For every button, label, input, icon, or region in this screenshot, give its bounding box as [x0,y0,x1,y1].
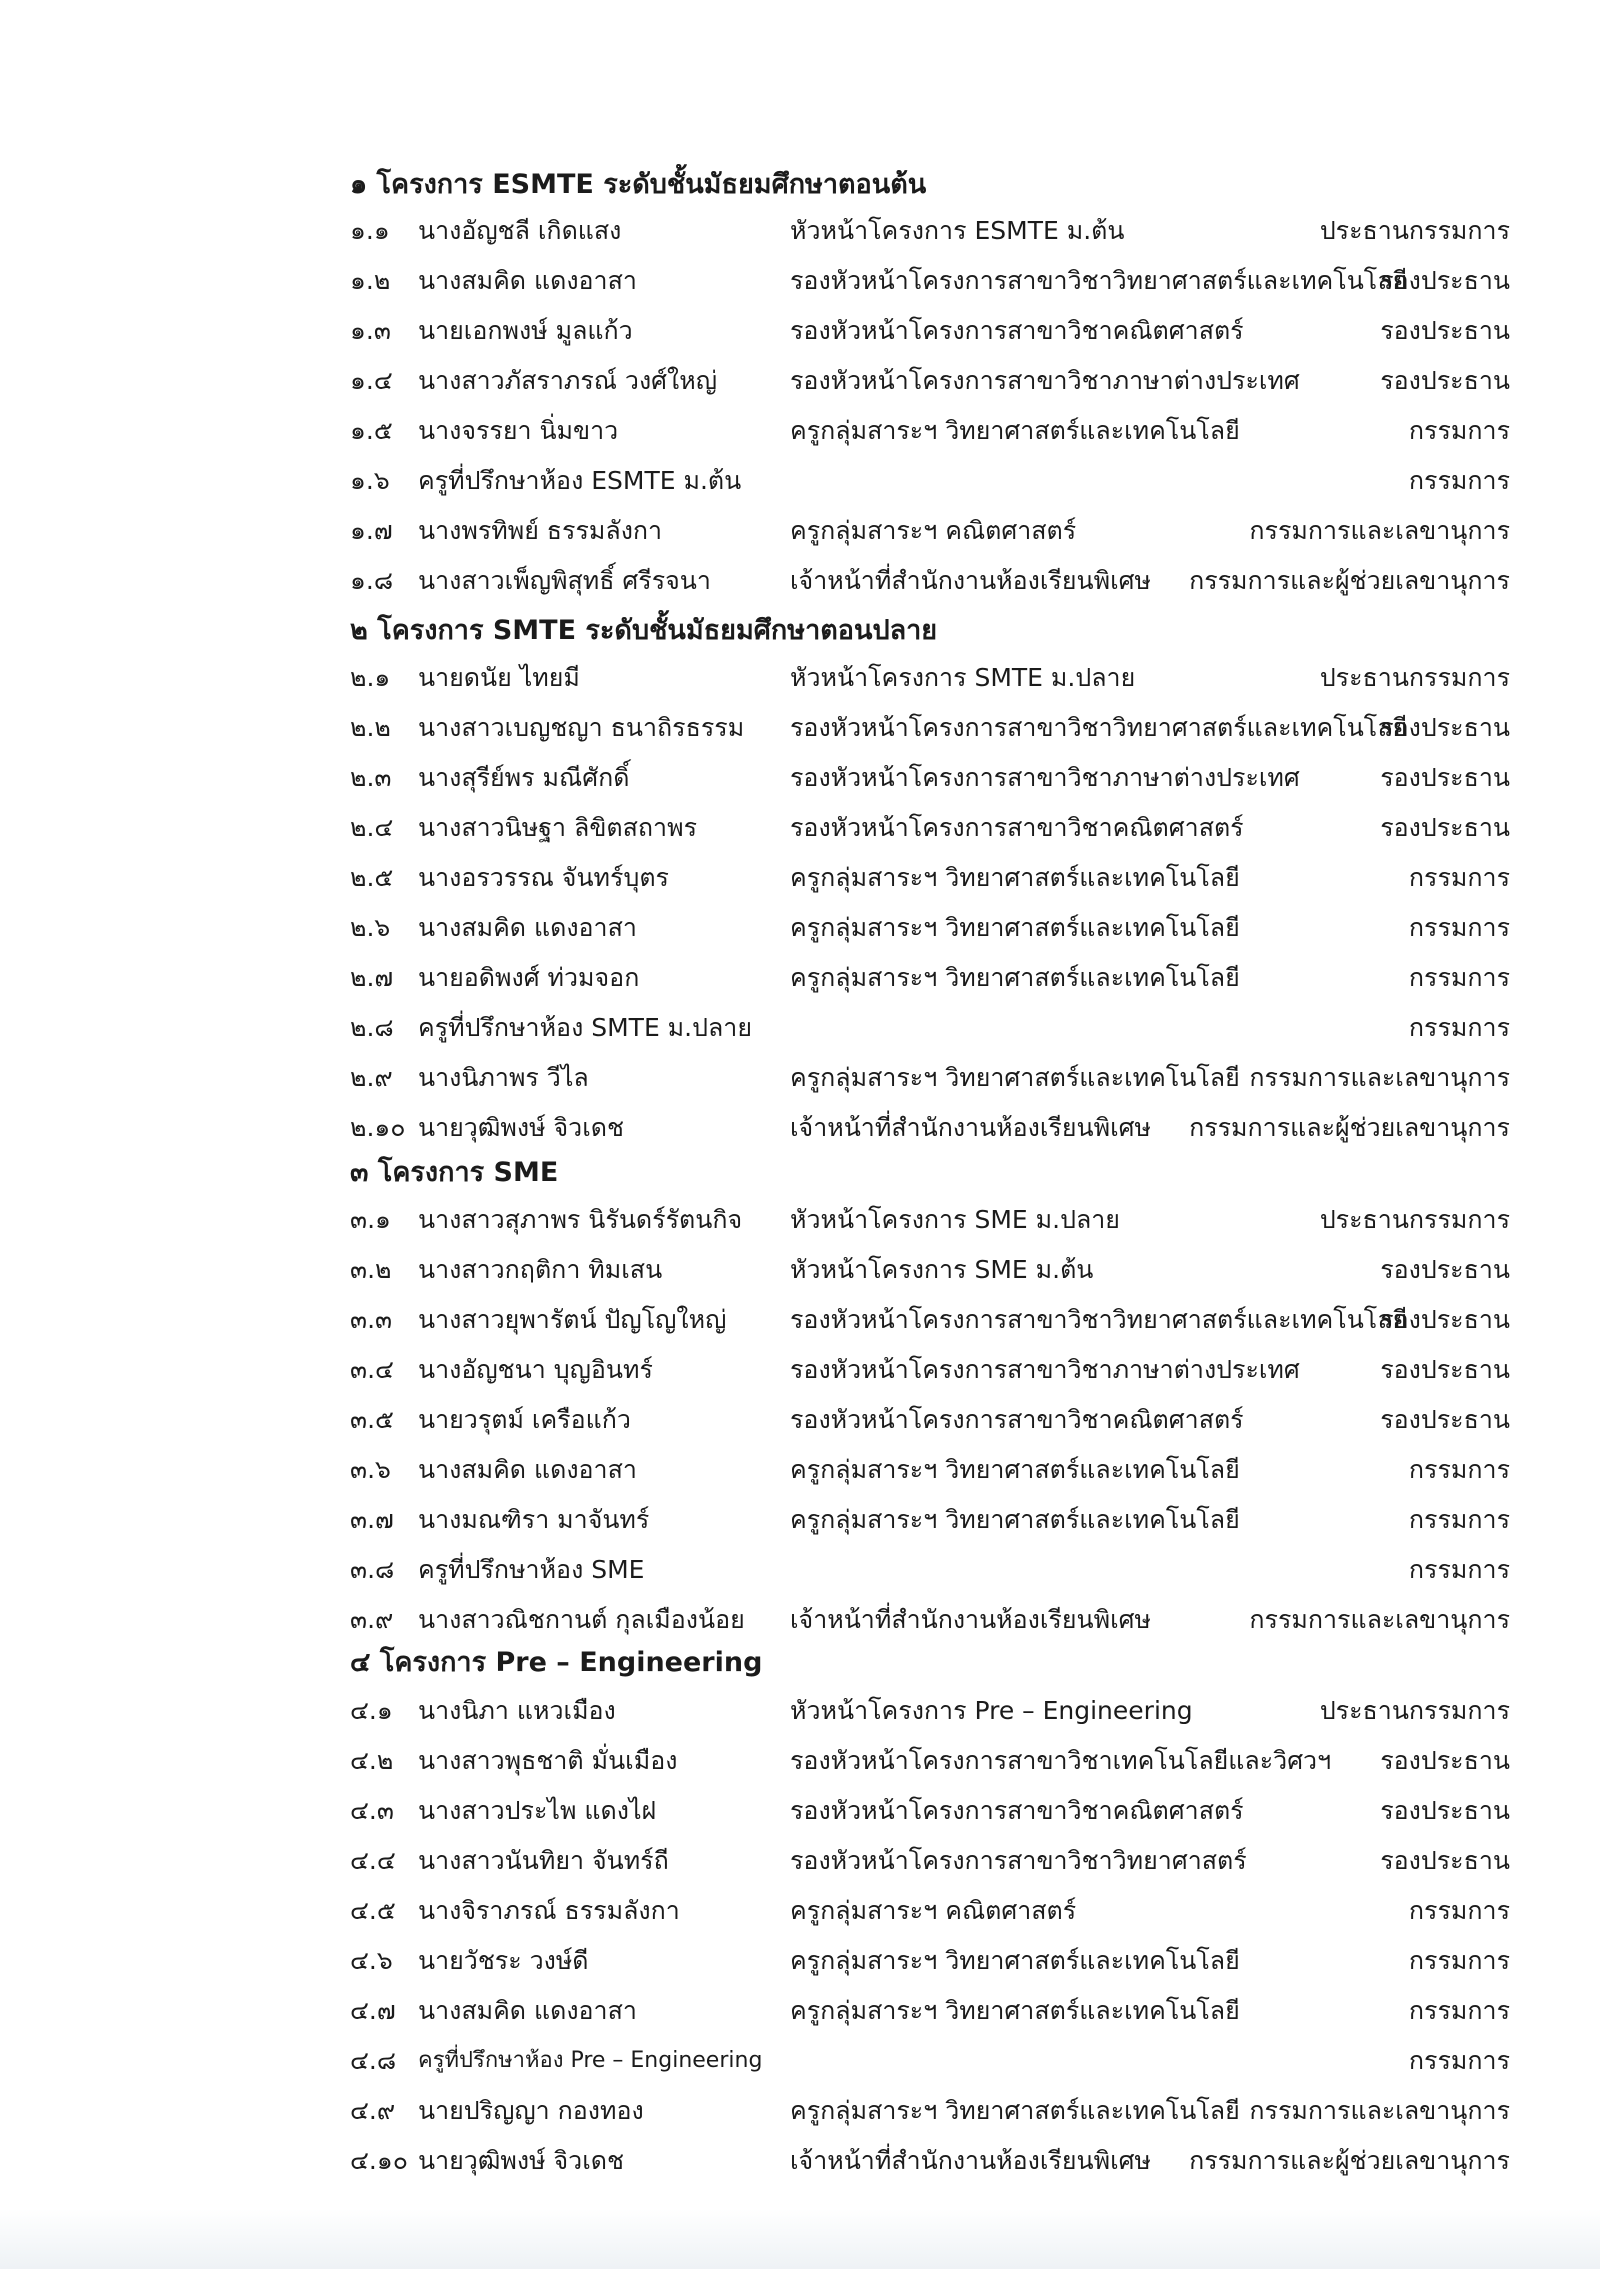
member-name: นางพรทิพย์ ธรรมลังกา [418,516,663,545]
committee-row [350,1005,1510,1051]
committee-row [350,1247,1510,1293]
committee-role: กรรมการ [1408,1996,1510,2025]
member-position: รองหัวหน้าโครงการสาขาวิชาภาษาต่างประเทศ [790,1355,1300,1384]
committee-row [350,2138,1510,2184]
member-name: นางมณฑิรา มาจันทร์ [418,1505,650,1534]
item-number: ๒.๑๐ [350,1113,406,1142]
item-number: ๑.๔ [350,366,393,395]
committee-role: กรรมการและเลขานุการ [1249,1063,1510,1092]
member-name: นางจรรยา นิ่มขาว [418,416,619,445]
committee-row [350,1497,1510,1543]
item-number: ๔.๑ [350,1696,393,1725]
member-position: ครูกลุ่มสาระฯ วิทยาศาสตร์และเทคโนโลยี [790,1946,1240,1975]
member-name: ครูที่ปรึกษาห้อง Pre – Engineering [418,2048,763,2073]
item-number: ๓.๖ [350,1455,391,1484]
member-name: นางสาวยุพารัตน์ ปัญโญใหญ่ [418,1305,727,1334]
member-name: ครูที่ปรึกษาห้อง ESMTE ม.ต้น [418,466,742,495]
committee-role: กรรมการ [1408,2046,1510,2075]
committee-row [350,1938,1510,1984]
member-name: นางสาวนันทิยา จันทร์ถี [418,1846,669,1875]
committee-row [350,258,1510,304]
member-position: หัวหน้าโครงการ SME ม.ปลาย [790,1205,1120,1234]
member-position: รองหัวหน้าโครงการสาขาวิชาภาษาต่างประเทศ [790,366,1300,395]
committee-role: กรรมการ [1408,1013,1510,1042]
member-position: เจ้าหน้าที่สำนักงานห้องเรียนพิเศษ [790,566,1151,595]
member-name: นางสมคิด แดงอาสา [418,913,637,942]
member-position: รองหัวหน้าโครงการสาขาวิชาวิทยาศาสตร์และเทคโนโลยี [790,713,1408,742]
item-number: ๓.๕ [350,1405,394,1434]
item-number: ๔.๖ [350,1946,393,1975]
item-number: ๒.๘ [350,1013,394,1042]
committee-role: รองประธาน [1380,1746,1510,1775]
member-name: นางอัญชลี เกิดแสง [418,216,622,245]
committee-row [350,1597,1510,1643]
committee-role: รองประธาน [1380,1846,1510,1875]
section-title: ๔ โครงการ Pre – Engineering [350,1647,763,1678]
committee-row [350,2038,1510,2084]
committee-role: รองประธาน [1380,316,1510,345]
scan-edge [0,2209,1600,2269]
member-position: รองหัวหน้าโครงการสาขาวิชาคณิตศาสตร์ [790,1796,1244,1825]
member-position: รองหัวหน้าโครงการสาขาวิชาคณิตศาสตร์ [790,1405,1244,1434]
section-title: ๑ โครงการ ESMTE ระดับชั้นมัธยมศึกษาตอนต้น [350,169,927,200]
committee-row [350,308,1510,354]
committee-role: ประธานกรรมการ [1319,216,1510,245]
committee-row [350,408,1510,454]
member-name: นายวัชระ วงษ์ดี [418,1946,589,1975]
committee-row [350,358,1510,404]
member-name: ครูที่ปรึกษาห้อง SMTE ม.ปลาย [418,1013,752,1042]
item-number: ๑.๖ [350,466,390,495]
committee-role: รองประธาน [1380,366,1510,395]
member-position: หัวหน้าโครงการ ESMTE ม.ต้น [790,216,1125,245]
member-position: ครูกลุ่มสาระฯ วิทยาศาสตร์และเทคโนโลยี [790,913,1240,942]
committee-role: ประธานกรรมการ [1319,1205,1510,1234]
item-number: ๒.๙ [350,1063,393,1092]
committee-row [350,1888,1510,1934]
item-number: ๑.๕ [350,416,393,445]
item-number: ๑.๒ [350,266,391,295]
member-name: นายเอกพงษ์ มูลแก้ว [418,316,633,345]
committee-row [350,1297,1510,1343]
committee-row [350,805,1510,851]
committee-row [350,1688,1510,1734]
committee-row [350,1788,1510,1834]
item-number: ๓.๒ [350,1255,392,1284]
member-name: นางสาวเบญชญา ธนาถิรธรรม [418,713,745,742]
item-number: ๓.๔ [350,1355,394,1384]
member-position: ครูกลุ่มสาระฯ วิทยาศาสตร์และเทคโนโลยี [790,1996,1240,2025]
committee-role: กรรมการ [1408,1455,1510,1484]
committee-role: กรรมการ [1408,913,1510,942]
item-number: ๔.๔ [350,1846,396,1875]
item-number: ๓.๗ [350,1505,394,1534]
committee-row [350,955,1510,1001]
committee-row [350,458,1510,504]
member-position: รองหัวหน้าโครงการสาขาวิชาภาษาต่างประเทศ [790,763,1300,792]
item-number: ๑.๑ [350,216,390,245]
section-title: ๓ โครงการ SME [350,1157,559,1188]
committee-row [350,2088,1510,2134]
committee-role: รองประธาน [1380,813,1510,842]
committee-row [350,855,1510,901]
committee-role: กรรมการ [1408,466,1510,495]
member-position: รองหัวหน้าโครงการสาขาวิชาวิทยาศาสตร์และเทคโนโลยี [790,1305,1408,1334]
member-name: นางสาวพุธชาติ มั่นเมือง [418,1746,678,1775]
committee-row [350,208,1510,254]
item-number: ๓.๘ [350,1555,395,1584]
item-number: ๒.๑ [350,663,391,692]
member-name: นายวรุตม์ เครือแก้ว [418,1405,631,1434]
member-name: นางสุรีย์พร มณีศักดิ์ [418,763,630,792]
committee-role: กรรมการและผู้ช่วยเลขานุการ [1189,2146,1510,2175]
member-position: เจ้าหน้าที่สำนักงานห้องเรียนพิเศษ [790,1113,1151,1142]
item-number: ๑.๗ [350,516,393,545]
item-number: ๔.๙ [350,2096,396,2125]
committee-role: รองประธาน [1380,266,1510,295]
member-position: รองหัวหน้าโครงการสาขาวิชาคณิตศาสตร์ [790,813,1244,842]
member-position: ครูกลุ่มสาระฯ วิทยาศาสตร์และเทคโนโลยี [790,1455,1240,1484]
committee-role: กรรมการและเลขานุการ [1249,2096,1510,2125]
committee-role: ประธานกรรมการ [1319,663,1510,692]
committee-role: กรรมการและผู้ช่วยเลขานุการ [1189,566,1510,595]
member-position: ครูกลุ่มสาระฯ วิทยาศาสตร์และเทคโนโลยี [790,1505,1240,1534]
committee-row [350,1347,1510,1393]
member-name: นางสาวนิษฐา ลิขิตสถาพร [418,813,698,842]
committee-role: กรรมการและเลขานุการ [1249,516,1510,545]
item-number: ๒.๖ [350,913,391,942]
committee-row [350,1547,1510,1593]
committee-role: รองประธาน [1380,1305,1510,1334]
committee-row [350,1988,1510,2034]
committee-role: รองประธาน [1380,1796,1510,1825]
item-number: ๔.๓ [350,1796,394,1825]
member-name: นางสาวเพ็ญพิสุทธิ์ ศรีรจนา [418,566,711,595]
committee-row [350,1397,1510,1443]
item-number: ๒.๕ [350,863,394,892]
committee-row [350,1838,1510,1884]
committee-role: กรรมการ [1408,1555,1510,1584]
member-name: นางนิภาพร วีไล [418,1063,589,1092]
item-number: ๔.๘ [350,2046,397,2075]
member-position: ครูกลุ่มสาระฯ วิทยาศาสตร์และเทคโนโลยี [790,416,1240,445]
member-name: นายดนัย ไทยมี [418,663,580,692]
committee-role: รองประธาน [1380,1255,1510,1284]
item-number: ๓.๓ [350,1305,393,1334]
committee-row [350,508,1510,554]
committee-row [350,655,1510,701]
member-position: ครูกลุ่มสาระฯ วิทยาศาสตร์และเทคโนโลยี [790,2096,1240,2125]
member-position: รองหัวหน้าโครงการสาขาวิชาเทคโนโลยีและวิศวฯ [790,1746,1332,1775]
committee-role: กรรมการ [1408,863,1510,892]
member-name: นางสาวประไพ แดงไฝ [418,1796,657,1825]
member-name: นางสาวสุภาพร นิรันดร์รัตนกิจ [418,1205,743,1234]
item-number: ๔.๗ [350,1996,396,2025]
committee-row [350,558,1510,604]
member-name: นายวุฒิพงษ์ จิวเดช [418,2146,624,2175]
member-position: หัวหน้าโครงการ Pre – Engineering [790,1696,1193,1725]
committee-role: กรรมการ [1408,416,1510,445]
committee-role: กรรมการและผู้ช่วยเลขานุการ [1189,1113,1510,1142]
member-name: นางสมคิด แดงอาสา [418,1455,637,1484]
committee-role: ประธานกรรมการ [1319,1696,1510,1725]
member-position: หัวหน้าโครงการ SME ม.ต้น [790,1255,1094,1284]
section-title: ๒ โครงการ SMTE ระดับชั้นมัธยมศึกษาตอนปลาย [350,615,938,646]
member-name: นางอรวรรณ จันทร์บุตร [418,863,669,892]
member-position: รองหัวหน้าโครงการสาขาวิชาวิทยาศาสตร์และเทคโนโลยี [790,266,1408,295]
committee-role: กรรมการและเลขานุการ [1249,1605,1510,1634]
committee-role: รองประธาน [1380,713,1510,742]
item-number: ๓.๙ [350,1605,394,1634]
committee-row [350,1105,1510,1151]
member-name: ครูที่ปรึกษาห้อง SME [418,1555,645,1584]
item-number: ๑.๘ [350,566,394,595]
member-name: นางสาวณิชกานต์ กุลเมืองน้อย [418,1605,745,1634]
member-name: นายวุฒิพงษ์ จิวเดช [418,1113,624,1142]
committee-row [350,755,1510,801]
member-position: ครูกลุ่มสาระฯ คณิตศาสตร์ [790,516,1077,545]
member-name: นางจิราภรณ์ ธรรมลังกา [418,1896,680,1925]
committee-row [350,1447,1510,1493]
member-position: รองหัวหน้าโครงการสาขาวิชาวิทยาศาสตร์ [790,1846,1247,1875]
item-number: ๒.๗ [350,963,394,992]
committee-role: กรรมการ [1408,1946,1510,1975]
committee-row [350,905,1510,951]
committee-row [350,705,1510,751]
item-number: ๒.๔ [350,813,394,842]
committee-row [350,1055,1510,1101]
member-position: หัวหน้าโครงการ SMTE ม.ปลาย [790,663,1136,692]
member-name: นางสาวกฤติกา ทิมเสน [418,1255,663,1284]
member-name: นายอดิพงศ์ ท่วมจอก [418,963,640,992]
committee-row [350,1738,1510,1784]
member-name: นางสมคิด แดงอาสา [418,266,637,295]
item-number: ๑.๓ [350,316,391,345]
item-number: ๓.๑ [350,1205,391,1234]
item-number: ๒.๒ [350,713,391,742]
item-number: ๔.๑๐ [350,2146,408,2175]
member-name: นางอัญชนา บุญอินทร์ [418,1355,653,1384]
committee-role: รองประธาน [1380,1405,1510,1434]
member-name: นางสมคิด แดงอาสา [418,1996,637,2025]
committee-role: กรรมการ [1408,963,1510,992]
item-number: ๒.๓ [350,763,392,792]
committee-role: กรรมการ [1408,1896,1510,1925]
member-position: เจ้าหน้าที่สำนักงานห้องเรียนพิเศษ [790,2146,1151,2175]
member-position: ครูกลุ่มสาระฯ วิทยาศาสตร์และเทคโนโลยี [790,1063,1240,1092]
committee-role: รองประธาน [1380,763,1510,792]
member-name: นางสาวภัสราภรณ์ วงศ์ใหญ่ [418,366,718,395]
member-position: รองหัวหน้าโครงการสาขาวิชาคณิตศาสตร์ [790,316,1244,345]
member-name: นายปริญญา กองทอง [418,2096,644,2125]
member-position: ครูกลุ่มสาระฯ คณิตศาสตร์ [790,1896,1077,1925]
member-position: ครูกลุ่มสาระฯ วิทยาศาสตร์และเทคโนโลยี [790,963,1240,992]
committee-row [350,1197,1510,1243]
committee-role: รองประธาน [1380,1355,1510,1384]
committee-role: กรรมการ [1408,1505,1510,1534]
item-number: ๔.๕ [350,1896,396,1925]
member-name: นางนิภา แหวเมือง [418,1696,616,1725]
member-position: เจ้าหน้าที่สำนักงานห้องเรียนพิเศษ [790,1605,1151,1634]
member-position: ครูกลุ่มสาระฯ วิทยาศาสตร์และเทคโนโลยี [790,863,1240,892]
item-number: ๔.๒ [350,1746,394,1775]
